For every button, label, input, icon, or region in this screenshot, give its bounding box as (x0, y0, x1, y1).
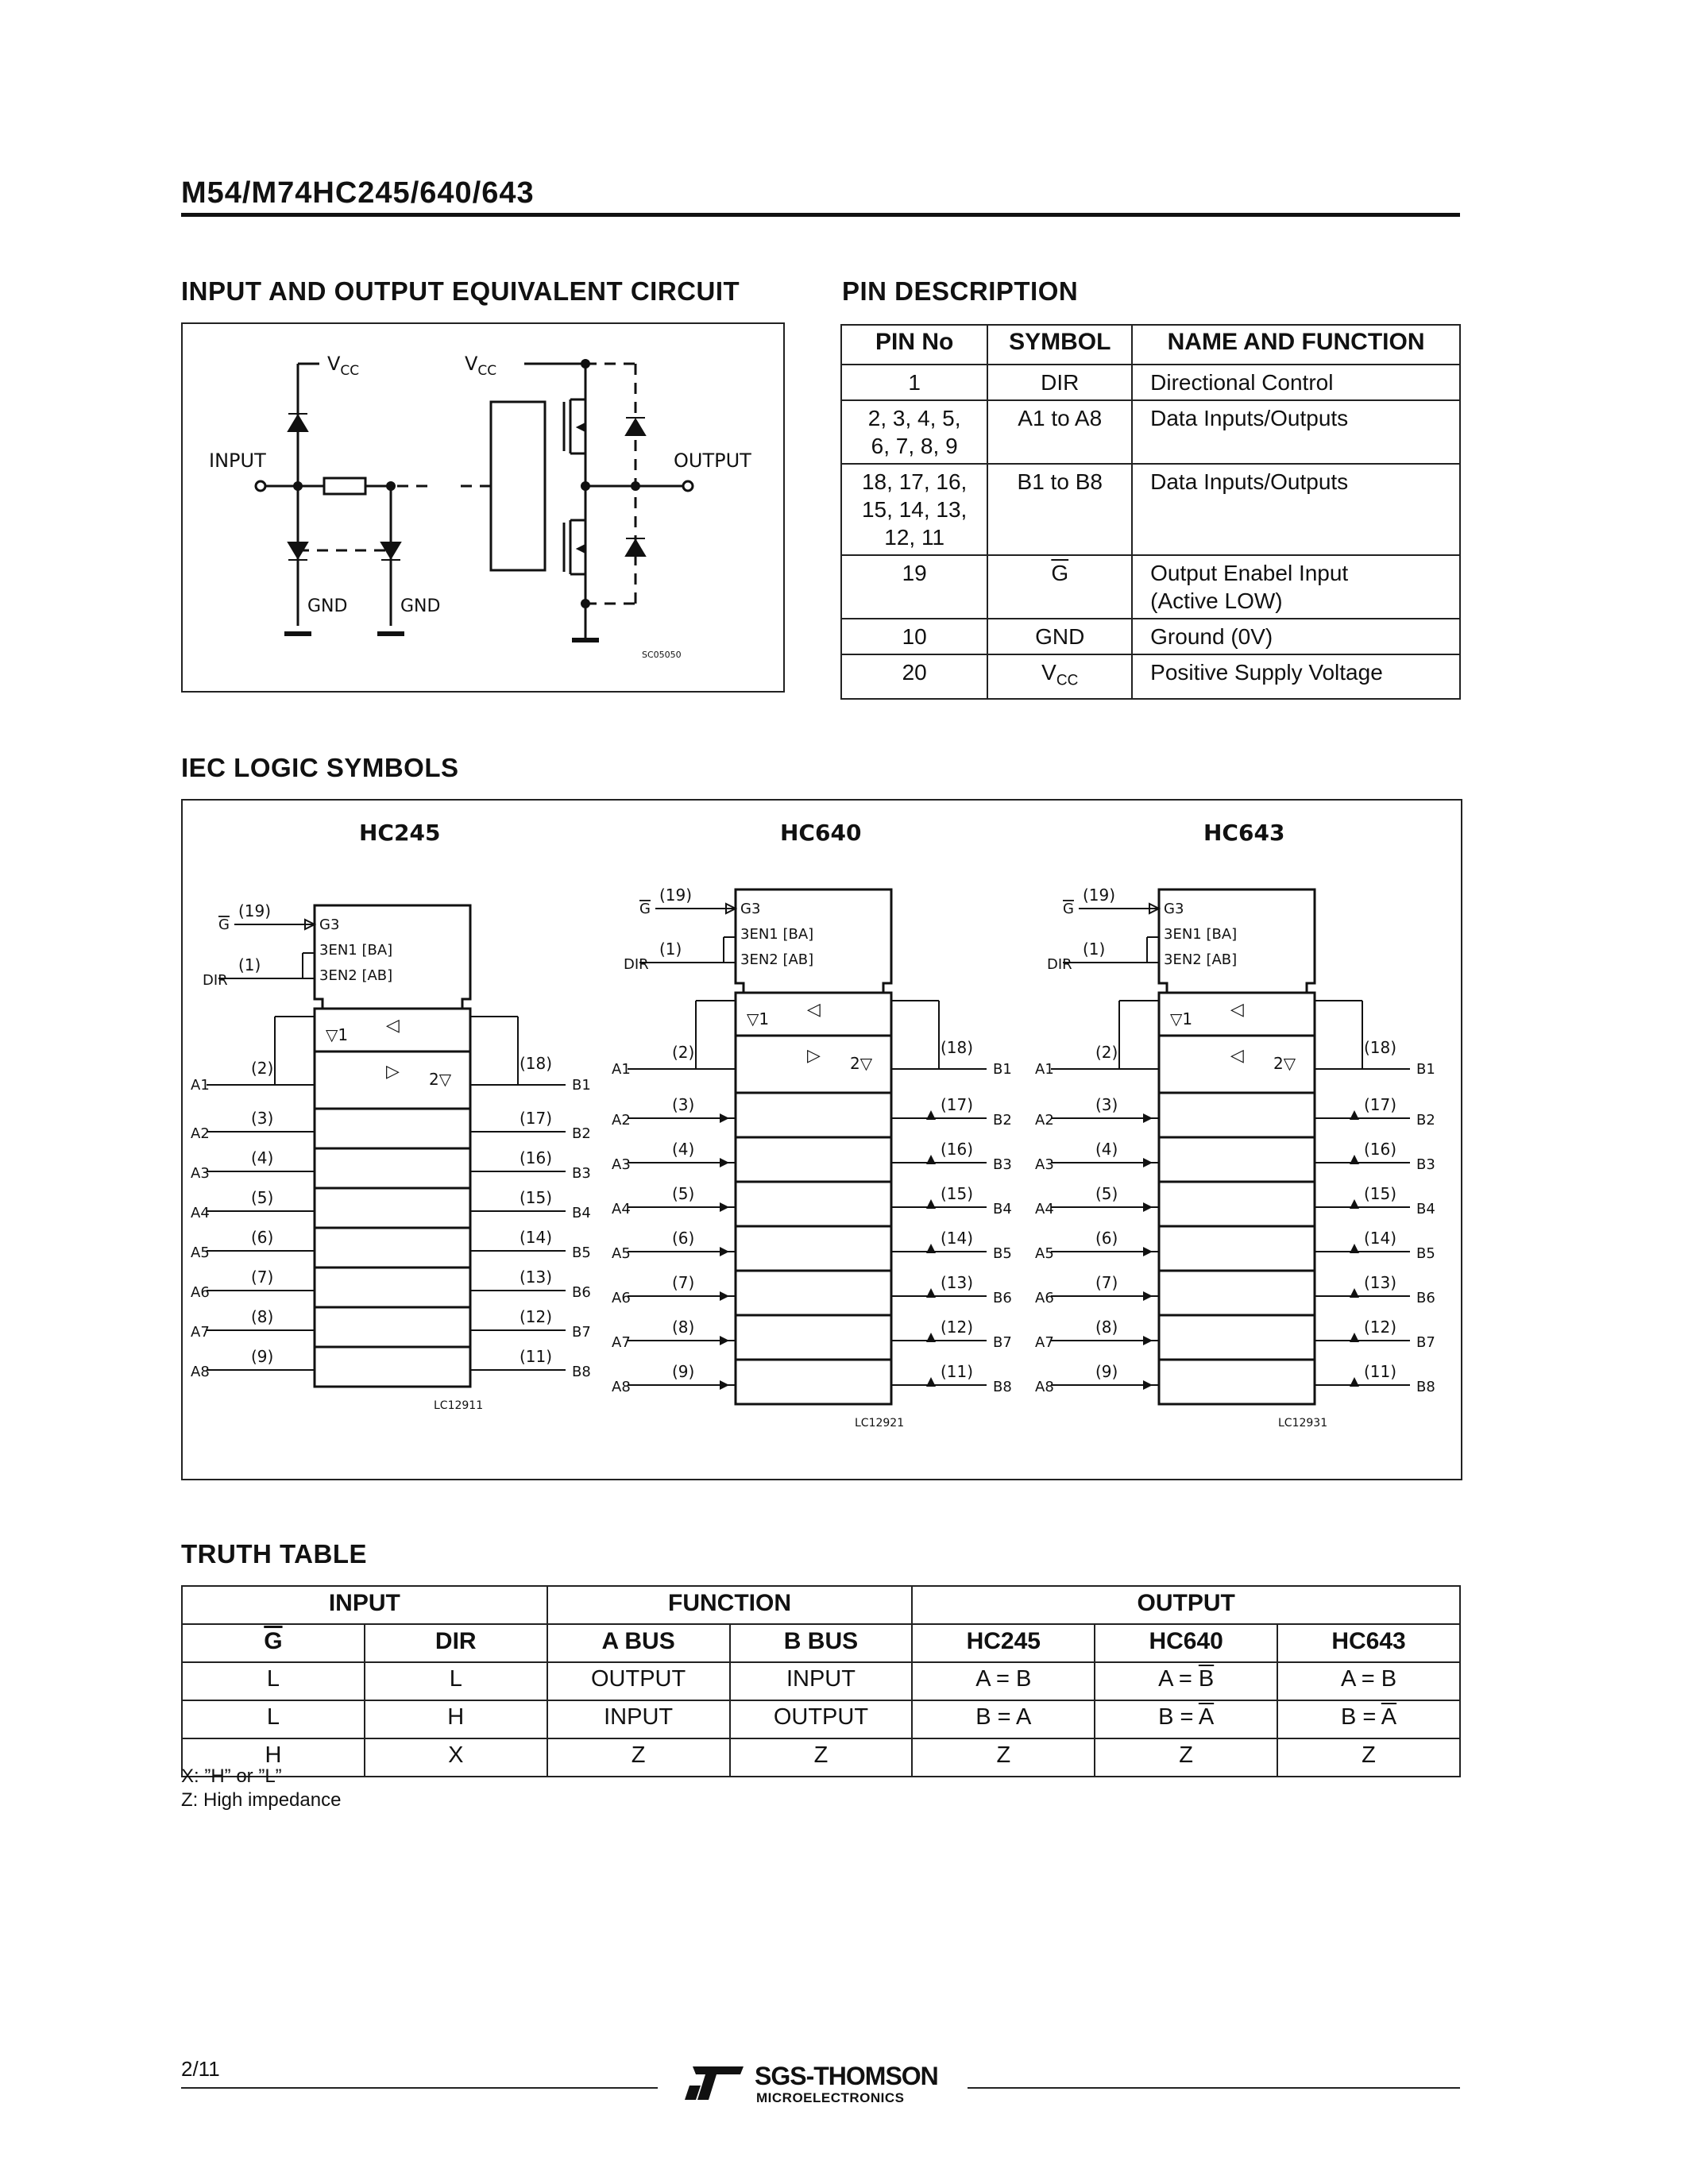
table-cell: Z (730, 1738, 913, 1777)
gnd2-label: GND (400, 596, 441, 616)
bit-cell (315, 1268, 470, 1307)
b-pin-number: (15) (1364, 1184, 1397, 1203)
table-row (182, 1662, 1460, 1700)
hc640-header: HC640 (1095, 1624, 1277, 1662)
name-function: Positive Supply Voltage (1132, 654, 1460, 699)
table-cell: INPUT (730, 1662, 913, 1700)
b-arrow-icon (926, 1333, 936, 1342)
b-pin-number: (11) (941, 1362, 974, 1381)
bit-cell (736, 1226, 891, 1271)
en2-label: 3EN2 [AB] (740, 951, 814, 968)
dir-pin-number: (1) (659, 940, 682, 959)
b-pin-number: (14) (1364, 1229, 1397, 1248)
table-cell: A = B (1277, 1662, 1460, 1700)
bit-cell (315, 1148, 470, 1188)
a-pin-number: (9) (672, 1362, 695, 1381)
b-label: B3 (1416, 1156, 1435, 1173)
b-label: B5 (572, 1244, 591, 1261)
footer-rule-left (181, 2087, 658, 2089)
a-label: A3 (1035, 1156, 1054, 1173)
name-function: Data Inputs/Outputs (1132, 464, 1460, 555)
b-arrow-icon (1350, 1199, 1359, 1209)
a-label: A7 (612, 1334, 631, 1351)
a-pin-number: (7) (672, 1273, 695, 1292)
a-pin-number: (6) (672, 1229, 695, 1248)
table-row (841, 365, 1460, 400)
a-arrow-icon (1143, 1336, 1153, 1345)
a-arrow-icon (1143, 1380, 1153, 1390)
bit-cell (736, 1360, 891, 1404)
st-logo (682, 2063, 745, 2101)
b1-label: B1 (993, 1061, 1012, 1078)
b-arrow-icon (1350, 1155, 1359, 1164)
nabla2-label: 2▽ (1273, 1054, 1296, 1073)
pin-no: 19 (841, 555, 987, 619)
b-pin-number: (15) (941, 1184, 974, 1203)
nabla2-label: 2▽ (850, 1054, 873, 1073)
bit-cell (1159, 1093, 1315, 1137)
a1-label: A1 (1035, 1061, 1054, 1078)
b-pin-number: (11) (1364, 1362, 1397, 1381)
symbol-code: LC12911 (434, 1399, 484, 1412)
b-pin-number: (11) (520, 1347, 553, 1366)
a-pin-number: (4) (251, 1148, 274, 1167)
g-pin-number: (19) (238, 901, 272, 920)
st-logo-icon (682, 2063, 745, 2101)
symbol-title-hc643: HC643 (1203, 820, 1285, 846)
symbol: B1 to B8 (987, 464, 1132, 555)
b-label: B2 (1416, 1112, 1435, 1129)
a-arrow-icon (1143, 1202, 1153, 1212)
bit-cell (1159, 1360, 1315, 1404)
a-pin-number: (8) (672, 1318, 695, 1337)
pin-no: 20 (841, 654, 987, 699)
a-pin-number: (9) (1095, 1362, 1118, 1381)
dir-pin-number: (1) (1083, 940, 1106, 959)
a-bus-header: A BUS (547, 1624, 730, 1662)
b-pin-number: (13) (1364, 1273, 1397, 1292)
buffer-left-icon: ◁ (807, 1000, 821, 1020)
b-label: B4 (993, 1201, 1012, 1217)
output-label: OUTPUT (674, 450, 751, 472)
dir-header: DIR (365, 1624, 547, 1662)
bit-cell (315, 1228, 470, 1268)
b-label: B4 (1416, 1201, 1435, 1217)
header-rule (181, 213, 1460, 217)
buffer-left-icon: ◁ (1230, 1000, 1244, 1020)
a-pin-number: (6) (1095, 1229, 1118, 1248)
symbol-title-hc640: HC640 (780, 820, 862, 846)
b-label: B5 (1416, 1245, 1435, 1262)
truth-title: TRUTH TABLE (181, 1539, 368, 1569)
en1-label: 3EN1 [BA] (740, 926, 814, 943)
a-pin-number: (8) (1095, 1318, 1118, 1337)
a-label: A8 (612, 1379, 631, 1395)
a-label: A6 (612, 1290, 631, 1306)
table-row (841, 400, 1460, 464)
b-label: B6 (572, 1284, 591, 1301)
bit-cell (1159, 1271, 1315, 1315)
b-pin-number: (16) (520, 1148, 553, 1167)
gnd1-label: GND (307, 596, 348, 616)
g3-label: G3 (319, 916, 340, 933)
a1-label: A1 (612, 1061, 631, 1078)
b-arrow-icon (926, 1288, 936, 1298)
inverted-expression: $A = \overline{B}$ (1158, 1666, 1215, 1692)
brand-name: SGS-THOMSON (755, 2062, 938, 2090)
truth-group-header (182, 1586, 1460, 1624)
truth-note-x: X: ”H” or ”L” (181, 1765, 282, 1787)
table-cell-inverted (1277, 1700, 1460, 1738)
b-label: B8 (993, 1379, 1012, 1395)
vcc2-label: $V_{CC}$ (465, 353, 497, 379)
symbol-title-hc245: HC245 (359, 820, 441, 846)
name-function-header: NAME AND FUNCTION (1132, 325, 1460, 365)
a-arrow-icon (720, 1336, 729, 1345)
g3-label: G3 (740, 901, 761, 917)
b-pin-number: (15) (520, 1188, 553, 1207)
dir-input-label: DIR (203, 972, 228, 989)
b1-label: B1 (1416, 1061, 1435, 1078)
buffer-right-icon: ◁ (1230, 1046, 1244, 1066)
b-label: B2 (993, 1112, 1012, 1129)
iec-title: IEC LOGIC SYMBOLS (181, 753, 459, 782)
bit-cell (315, 1188, 470, 1228)
dir-pin-number: (1) (238, 955, 261, 974)
b-arrow-icon (926, 1244, 936, 1253)
symbol: A1 to A8 (987, 400, 1132, 464)
b-arrow-icon (1350, 1244, 1359, 1253)
b-pin-number: (17) (520, 1109, 553, 1128)
a-arrow-icon (720, 1247, 729, 1256)
table-row (841, 555, 1460, 619)
b1-pin-number: (18) (941, 1038, 974, 1057)
symbol: DIR (987, 365, 1132, 400)
hc245-header: HC245 (912, 1624, 1095, 1662)
truth-column-header (182, 1624, 1460, 1662)
b1-pin-number: (18) (520, 1054, 553, 1073)
bit-cell (1159, 1315, 1315, 1360)
output-group: OUTPUT (912, 1586, 1460, 1624)
table-cell: Z (1095, 1738, 1277, 1777)
g-header-text: $\overline{G}$ (264, 1628, 283, 1654)
b-label: B7 (993, 1334, 1012, 1351)
bit-cell (736, 1137, 891, 1182)
table-cell: Z (912, 1738, 1095, 1777)
symbol (987, 555, 1132, 619)
b-label: B7 (1416, 1334, 1435, 1351)
b-label: B7 (572, 1324, 591, 1341)
inverted-expression: $B = \overline{A}$ (1340, 1704, 1397, 1730)
a-label: A8 (191, 1364, 210, 1380)
b-pin-number: (17) (1364, 1095, 1397, 1114)
name-function: Output Enabel Input (Active LOW) (1132, 555, 1460, 619)
b-label: B6 (993, 1290, 1012, 1306)
overlined-operand: $\overline{A}$ (1381, 1704, 1397, 1730)
a-label: A5 (191, 1244, 210, 1261)
a-pin-number: (4) (1095, 1140, 1118, 1159)
b-pin-number: (12) (1364, 1318, 1397, 1337)
truth-table (181, 1585, 1461, 1777)
bit-cell (736, 1271, 891, 1315)
en1-label: 3EN1 [BA] (319, 942, 393, 959)
vcc-symbol: V (1041, 660, 1056, 685)
bit-cell (736, 1093, 891, 1137)
a-pin-number: (3) (251, 1109, 274, 1128)
nabla2-label: 2▽ (429, 1070, 452, 1089)
b-pin-number: (17) (941, 1095, 974, 1114)
a-label: A7 (191, 1324, 210, 1341)
a-arrow-icon (720, 1202, 729, 1212)
footer-rule-right (968, 2087, 1460, 2089)
b-pin-number: (16) (941, 1140, 974, 1159)
g-input-label: G (1063, 901, 1074, 917)
b-arrow-icon (1350, 1333, 1359, 1342)
table-cell: L (182, 1662, 365, 1700)
table-cell: B = A (912, 1700, 1095, 1738)
name-function: Data Inputs/Outputs (1132, 400, 1460, 464)
a1-pin-number: (2) (251, 1059, 274, 1078)
b1-pin-number: (18) (1364, 1038, 1397, 1057)
circuit-code: SC05050 (642, 650, 682, 660)
bit-cell (736, 1182, 891, 1226)
bit-cell (315, 1347, 470, 1387)
table-cell: H (182, 1738, 365, 1777)
a-label: A4 (612, 1201, 631, 1217)
a-label: A6 (191, 1284, 210, 1301)
a-pin-number: (9) (251, 1347, 274, 1366)
table-cell: Z (1277, 1738, 1460, 1777)
hc643-header: HC643 (1277, 1624, 1460, 1662)
a-pin-number: (3) (672, 1095, 695, 1114)
en1-label: 3EN1 [BA] (1164, 926, 1238, 943)
brand-subtitle: MICROELECTRONICS (756, 2090, 905, 2105)
bit-cell (315, 1109, 470, 1148)
b-bus-header: B BUS (730, 1624, 913, 1662)
a-label: A3 (191, 1165, 210, 1182)
table-cell: A = B (912, 1662, 1095, 1700)
input-group: INPUT (182, 1586, 547, 1624)
pin-description-table (840, 324, 1461, 700)
vcc-subscript: CC (1056, 672, 1079, 689)
nabla1-label: ▽1 (326, 1025, 349, 1044)
symbol-header: SYMBOL (987, 325, 1132, 365)
g-header (182, 1624, 365, 1662)
table-row (841, 619, 1460, 654)
nabla1-label: ▽1 (1170, 1009, 1193, 1028)
a-pin-number: (3) (1095, 1095, 1118, 1114)
bit-cell (1159, 1226, 1315, 1271)
a-arrow-icon (1143, 1113, 1153, 1123)
a-arrow-icon (1143, 1158, 1153, 1167)
inverted-expression: $B = \overline{A}$ (1158, 1704, 1215, 1730)
b-arrow-icon (1350, 1377, 1359, 1387)
pin-no: 10 (841, 619, 987, 654)
table-row (182, 1700, 1460, 1738)
buffer-left-icon: ◁ (386, 1016, 400, 1036)
a-label: A5 (612, 1245, 631, 1262)
function-group: FUNCTION (547, 1586, 913, 1624)
symbol: GND (987, 619, 1132, 654)
input-label: INPUT (209, 450, 266, 472)
symbol-code: LC12931 (1278, 1417, 1328, 1430)
buffer-right-icon: ▷ (807, 1046, 821, 1066)
b-pin-number: (14) (941, 1229, 974, 1248)
b1-label: B1 (572, 1077, 591, 1094)
g-input-label: G (218, 916, 230, 933)
b-arrow-icon (1350, 1110, 1359, 1120)
a-pin-number: (4) (672, 1140, 695, 1159)
b-label: B3 (993, 1156, 1012, 1173)
a-arrow-icon (720, 1113, 729, 1123)
b-arrow-icon (926, 1199, 936, 1209)
a-arrow-icon (1143, 1247, 1153, 1256)
a-pin-number: (6) (251, 1228, 274, 1247)
overlined-operand: $\overline{B}$ (1198, 1666, 1215, 1692)
b-label: B8 (572, 1364, 591, 1380)
table-row (182, 1738, 1460, 1777)
a-arrow-icon (720, 1158, 729, 1167)
table-row (841, 654, 1460, 699)
a-pin-number: (5) (251, 1188, 274, 1207)
a1-label: A1 (191, 1077, 210, 1094)
symbol-code: LC12921 (855, 1417, 905, 1430)
b-label: B5 (993, 1245, 1012, 1262)
nabla1-label: ▽1 (747, 1009, 770, 1028)
b-pin-number: (12) (520, 1307, 553, 1326)
table-cell: H (365, 1700, 547, 1738)
b-arrow-icon (926, 1377, 936, 1387)
g-overline-symbol: $\overline{G}$ (1051, 561, 1069, 585)
bit-cell (315, 1307, 470, 1347)
buffer-right-icon: ▷ (386, 1062, 400, 1082)
a1-pin-number: (2) (1095, 1043, 1118, 1062)
g-pin-number: (19) (659, 886, 693, 905)
dir-input-label: DIR (1047, 956, 1072, 973)
table-cell: OUTPUT (547, 1662, 730, 1700)
pin-description-title: PIN DESCRIPTION (842, 276, 1079, 306)
bit-cell (736, 1315, 891, 1360)
a-arrow-icon (1143, 1291, 1153, 1301)
a-label: A6 (1035, 1290, 1054, 1306)
pin-no: 1 (841, 365, 987, 400)
b-label: B2 (572, 1125, 591, 1142)
a-pin-number: (7) (1095, 1273, 1118, 1292)
table-cell: INPUT (547, 1700, 730, 1738)
b-label: B6 (1416, 1290, 1435, 1306)
bit-cell (1159, 1137, 1315, 1182)
a-pin-number: (5) (1095, 1184, 1118, 1203)
symbol (987, 654, 1132, 699)
page-number: 2/11 (181, 2057, 220, 2081)
equiv-circuit-box (181, 322, 785, 693)
a-pin-number: (7) (251, 1268, 274, 1287)
equiv-circuit-diagram (183, 324, 783, 691)
a-label: A4 (191, 1205, 210, 1221)
g-pin-number: (19) (1083, 886, 1116, 905)
a-label: A2 (1035, 1112, 1054, 1129)
dir-input-label: DIR (624, 956, 649, 973)
table-cell: L (182, 1700, 365, 1738)
a-arrow-icon (720, 1291, 729, 1301)
equiv-circuit-title: INPUT AND OUTPUT EQUIVALENT CIRCUIT (181, 276, 740, 306)
a-pin-number: (5) (672, 1184, 695, 1203)
b-label: B8 (1416, 1379, 1435, 1395)
g3-label: G3 (1164, 901, 1184, 917)
table-row (841, 464, 1460, 555)
vcc1-label: $V_{CC}$ (327, 353, 360, 379)
name-function: Directional Control (1132, 365, 1460, 400)
pin-no: 2, 3, 4, 5, 6, 7, 8, 9 (841, 400, 987, 464)
b-pin-number: (13) (520, 1268, 553, 1287)
a-label: A2 (612, 1112, 631, 1129)
table-cell-inverted (1095, 1700, 1277, 1738)
pin-no: 18, 17, 16, 15, 14, 13, 12, 11 (841, 464, 987, 555)
iec-box (181, 799, 1462, 1480)
name-function: Ground (0V) (1132, 619, 1460, 654)
b-pin-number: (12) (941, 1318, 974, 1337)
a-label: A7 (1035, 1334, 1054, 1351)
document-header: M54/M74HC245/640/643 (181, 176, 535, 210)
a-label: A2 (191, 1125, 210, 1142)
b-arrow-icon (1350, 1288, 1359, 1298)
truth-note-z: Z: High impedance (181, 1789, 342, 1811)
table-cell: X (365, 1738, 547, 1777)
b-arrow-icon (926, 1110, 936, 1120)
b-pin-number: (14) (520, 1228, 553, 1247)
b-label: B3 (572, 1165, 591, 1182)
en2-label: 3EN2 [AB] (1164, 951, 1238, 968)
overlined-operand: $\overline{A}$ (1198, 1704, 1215, 1730)
table-cell: L (365, 1662, 547, 1700)
b-pin-number: (16) (1364, 1140, 1397, 1159)
a1-pin-number: (2) (672, 1043, 695, 1062)
b-label: B4 (572, 1205, 591, 1221)
b-pin-number: (13) (941, 1273, 974, 1292)
pin-table-header (841, 325, 1460, 365)
a-label: A3 (612, 1156, 631, 1173)
table-cell-inverted (1095, 1662, 1277, 1700)
a-label: A4 (1035, 1201, 1054, 1217)
pin-no-header: PIN No (841, 325, 987, 365)
a-label: A5 (1035, 1245, 1054, 1262)
a-label: A8 (1035, 1379, 1054, 1395)
en2-label: 3EN2 [AB] (319, 967, 393, 984)
g-input-label: G (639, 901, 651, 917)
a-pin-number: (8) (251, 1307, 274, 1326)
iec-logic-symbols-diagram (183, 801, 1461, 1479)
table-cell: OUTPUT (730, 1700, 913, 1738)
b-arrow-icon (926, 1155, 936, 1164)
table-cell: Z (547, 1738, 730, 1777)
a-arrow-icon (720, 1380, 729, 1390)
bit-cell (1159, 1182, 1315, 1226)
